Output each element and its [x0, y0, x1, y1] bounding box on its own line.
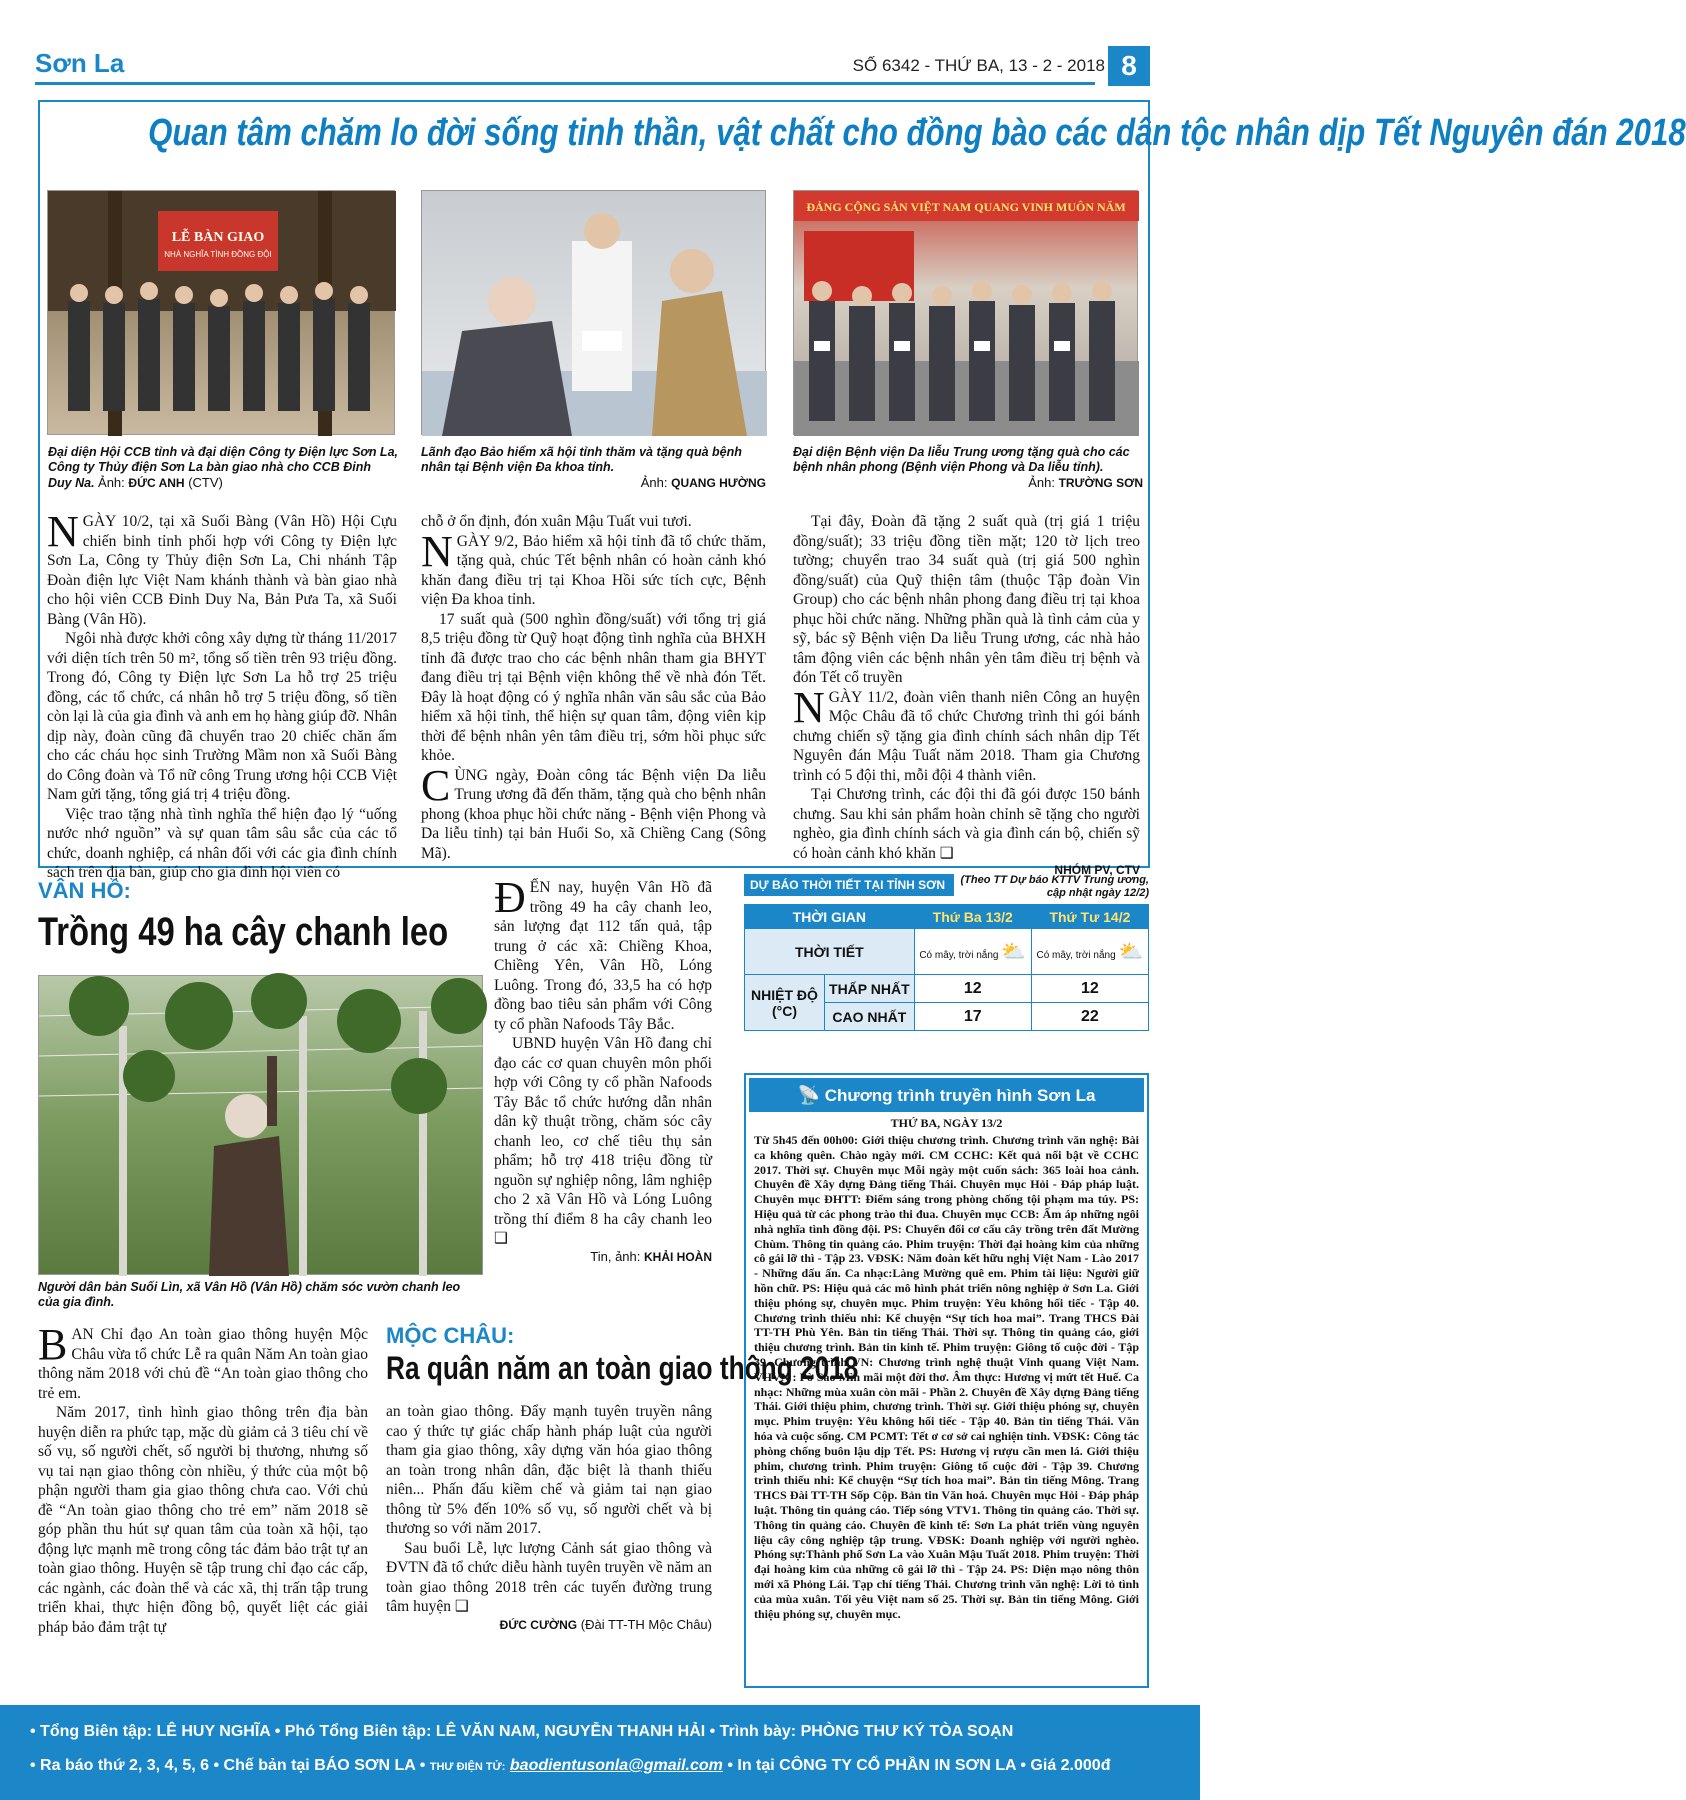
- vanho-headline: Trồng 49 ha cây chanh leo: [38, 910, 449, 954]
- weather-col-time: THỜI GIAN: [745, 905, 915, 929]
- dropcap: Đ: [494, 873, 526, 922]
- article-mocchau-part2: an toàn giao thông. Đẩy mạnh tuyên truyền nâng cao ý thức tự giác chấp hành pháp luật của người tham gia giao thông, xây dựng văn hóa giao thông an toàn trong nhân dân, đặc biệt là thanh thiếu niên... Phấn đấu kiềm chế và giảm tai nạn giao thông từ 5% đến 10% số vụ, số người chết và bị thương so với năm 2017. Sau buổi Lễ, lực lượng Cảnh sát giao thông và ĐVTN đã tổ chức diễu hành tuyên truyền về năm an toàn giao thông 2018 trên các tuyến đường trung tâm huyện ❑ ĐỨC CƯỜNG (Đài TT-TH Mộc Châu): [386, 1403, 712, 1632]
- tv-schedule-date: THỨ BA, NGÀY 13/2: [890, 1116, 1003, 1130]
- vanho-kicker: VÂN HỒ:: [38, 878, 131, 903]
- handover-banner-sub: NHÀ NGHĨA TÌNH ĐỒNG ĐỘI: [164, 250, 272, 259]
- byline: NHÓM PV, CTV: [1054, 863, 1140, 877]
- photo-passion-fruit: [38, 975, 483, 1275]
- article-vanho: ĐẾN nay, huyện Vân Hồ đã trồng 49 ha cây chanh leo, sản lượng đạt 112 tấn quả, tập trung ở các xã: Chiềng Khoa, Chiềng Yên, Vân Hồ, Lóng Luông. Trong đó, 33,5 ha có hợp đồng bao tiêu sản phẩm với Công ty cổ phần Nafoods Tây Bắc. UBND huyện Vân Hồ đang chỉ đạo các cơ quan chuyên môn phối hợp với Công ty cổ phần Nafoods Tây Bắc tổ chức hướng dẫn nhân dân kỹ thuật trồng, chăm sóc cây chanh leo, cơ chế tiêu thụ sản phẩm; hỗ trợ 418 triệu đồng từ nguồn sự nghiệp nông, lâm nghiệp cho 2 xã Vân Hồ và Lóng Luông trồng thí điểm 8 ha cây chanh leo ❑ Tin, ảnh: KHẢI HOÀN: [494, 873, 712, 1264]
- weather-low-day1: 12: [914, 975, 1031, 1003]
- party-banner: ĐẢNG CỘNG SẢN VIỆT NAM QUANG VINH MUÔN NĂM: [806, 200, 1126, 214]
- photo-caption-2: Lãnh đạo Bảo hiểm xã hội tỉnh thăm và tặng quà bệnh nhân tại Bệnh viện Đa khoa tỉnh. Ảnh: QUANG HƯỜNG: [421, 445, 766, 490]
- photo-leprosy-patients: [793, 190, 1138, 435]
- leprosy-patients-illustration: [794, 191, 1139, 436]
- tv-schedule-box: [744, 1073, 1149, 1688]
- mocchau-credit: ĐỨC CƯỜNG (Đài TT-TH Mộc Châu): [499, 1616, 712, 1632]
- weather-high-day2: 22: [1031, 1003, 1148, 1031]
- issue-line: SỐ 6342 - THỨ BA, 13 - 2 - 2018: [852, 56, 1105, 75]
- passion-fruit-illustration: [39, 976, 484, 1276]
- feature-headline: Quan tâm chăm lo đời sống tinh thần, vật chất cho đồng bào các dân tộc nhân dịp Tết Nguyên đán 2018: [148, 112, 1686, 154]
- weather-title: DỰ BÁO THỜI TIẾT TẠI TỈNH SƠN LA: [744, 874, 954, 896]
- hospital-visit-illustration: [422, 191, 767, 436]
- handover-banner: LỄ BÀN GIAO: [171, 230, 265, 245]
- tv-schedule-header: 📡 Chương trình truyền hình Sơn La: [749, 1078, 1144, 1112]
- article-bhxh-visit: chỗ ở ổn định, đón xuân Mậu Tuất vui tươi. NGÀY 9/2, Bảo hiểm xã hội tỉnh đã tổ chức thăm, tặng quà, chúc Tết bệnh nhân có hoàn cảnh khó khăn đang điều trị tại Khoa Hồi sức tích cực, Bệnh viện Đa khoa tỉnh. 17 suất quà (500 nghìn đồng/suất) với tổng trị giá 8,5 triệu đồng từ Quỹ hoạt động tình nghĩa của BHXH tỉnh đã được trao cho các bệnh nhân tham gia BHYT đang điều trị tại Bệnh viện không thể về nhà đón Tết. Đây là hoạt động có ý nghĩa nhân văn sâu sắc của Bảo hiểm xã hội tỉnh, thể hiện sự quan tâm, động viên kịp thời để bệnh nhân yên tâm điều trị, sớm hồi phục sức khỏe. CÙNG ngày, Đoàn công tác Bệnh viện Da liễu Trung ương đã đến thăm, tặng quà cho bệnh nhân phong (khoa phục hồi chức năng - Bệnh viện Phong và Da liễu tỉnh) tại bản Huổi So, xã Chiềng Cang (Sông Mã).: [421, 513, 766, 862]
- mocchau-kicker: MỘC CHÂU:: [386, 1323, 515, 1348]
- footer-staff: • Tổng Biên tập: LÊ HUY NGHĨA • Phó Tổng Biên tập: LÊ VĂN NAM, NGUYỄN THANH HẢI • Trình bày: PHÒNG THƯ KÝ TÒA SOẠN: [30, 1723, 1014, 1740]
- dropcap: N: [793, 682, 825, 732]
- vanho-credit: Tin, ảnh: KHẢI HOÀN: [590, 1248, 712, 1264]
- article-leprosy-police: Tại đây, Đoàn đã tặng 2 suất quà (trị giá 1 triệu đồng/suất); 33 triệu đồng tiền mặt; 120 tờ lịch treo tường; chuyển trao 34 suất quà (trị giá 500 nghìn đồng/suất) của Quỹ thiện tâm (thuộc Tập đoàn Vin Group) cho các bệnh nhân phong đang điều trị tại khoa phục hồi chức năng. Những phần quà là tình cảm của y sỹ, bác sỹ Bệnh viện Da liễu Trung ương, các nhà hảo tâm động viên các bệnh nhân yên tâm điều trị bệnh và đón Tết cổ truyền NGÀY 11/2, đoàn viên thanh niên Công an huyện Mộc Châu đã tổ chức Chương trình thi gói bánh chưng chiến sỹ tặng gia đình chính sách nhân dịp Tết Nguyên đán Mậu Tuất năm 2018. Tham gia Chương trình có 5 đội thi, mỗi đội 4 thành viên. Tại Chương trình, các đội thi đã gói được 150 bánh chưng. Sau khi sản phẩm hoàn chỉnh sẽ tặng cho người nghèo, gia đình chính sách và gia đình cán bộ, chiến sỹ có hoàn cảnh khó khăn ❑ NHÓM PV, CTV: [793, 513, 1140, 877]
- weather-day2: Thứ Tư 14/2: [1031, 905, 1148, 929]
- masthead-rule: [35, 82, 1095, 85]
- weather-table: [744, 904, 1149, 1031]
- weather-forecast: [744, 874, 1149, 1056]
- weather-low-label: THẤP NHẤT: [825, 975, 915, 1003]
- article-mocchau-part1: BAN Chỉ đạo An toàn giao thông huyện Mộc Châu vừa tổ chức Lễ ra quân Năm An toàn giao thông năm 2018 với chủ đề “An toàn giao thông cho trẻ em. Năm 2017, tình hình giao thông trên địa bàn huyện diễn ra phức tạp, mặc dù giảm cả 3 tiêu chí về số vụ, số người chết, số người bị thương, nhưng số vụ tai nạn giao thông còn nhiều, ý thức của một bộ phận người tham gia giao thông chưa cao. Với chủ đề “An toàn giao thông cho trẻ em” năm 2018 sẽ góp phần thu hút sự quan tâm của toàn xã hội, tạo động lực mạnh mẽ trong công tác đảm bảo trật tự an toàn giao thông. Huyện sẽ tập trung chỉ đạo các cấp, các ngành, các đoàn thể và các xã, thị trấn tập trung triển khai, thực hiện đồng bộ, quyết liệt các giải pháp bảo đảm trật tự: [38, 1320, 368, 1636]
- weather-day1: Thứ Ba 13/2: [914, 905, 1031, 929]
- weather-low-day2: 12: [1031, 975, 1148, 1003]
- vanho-caption: Người dân bản Suối Lìn, xã Vân Hồ (Vân Hồ) chăm sóc vườn chanh leo của gia đình.: [38, 1280, 461, 1309]
- sun-cloud-icon: ⛅: [1118, 941, 1144, 963]
- article-ccb-house: NGÀY 10/2, tại xã Suối Bàng (Vân Hồ) Hội Cựu chiến binh tỉnh phối hợp với Công ty Điện lực Sơn La, Công ty Thủy điện Sơn La, Chi nhánh Tập Đoàn điện lực Việt Nam khánh thành và bàn giao nhà cho hội viên CCB Đinh Duy Na, Bản Pưa Ta, xã Suối Bàng (Vân Hồ). Ngôi nhà được khởi công xây dựng từ tháng 11/2017 với diện tích trên 50 m², tổng số tiền trên 93 triệu đồng. Trong đó, Công ty Điện lực Sơn La hỗ trợ 25 triệu đồng, các tổ chức, cá nhân hỗ trợ 5 triệu đồng, số tiền còn lại là của gia đình và anh em họ hàng giúp đỡ. Nhân dịp này, đoàn cũng đã chuyển trao 20 chiếc chăn ấm cho các cháu học sinh Trường Mầm non xã Suối Bàng do Công đoàn và Tổ nữ công Trung ương hội CCB Việt Nam gửi tặng, tổng giá trị 4 triệu đồng. Việc trao tặng nhà tình nghĩa thể hiện đạo lý “uống nước nhớ nguồn” và sự quan tâm sâu sắc của các tổ chức, doanh nghiệp, cá nhân đối với các gia đình chính sách trên địa bàn, giúp cho gia đình hội viên có: [47, 507, 397, 881]
- photo-hospital-visit: [421, 190, 766, 435]
- weather-cond-day1: Có mây, trời nắng ⛅: [914, 929, 1031, 975]
- photo-credit-3: Ảnh: TRƯỜNG SƠN: [1028, 475, 1143, 490]
- photo-house-handover: [47, 190, 395, 435]
- dropcap: N: [47, 507, 79, 556]
- photo-credit-2: Ảnh: QUANG HƯỜNG: [640, 475, 766, 490]
- email-link[interactable]: baodientusonla@gmail.com: [509, 1757, 723, 1774]
- house-handover-illustration: [48, 191, 396, 436]
- weather-high-day1: 17: [914, 1003, 1031, 1031]
- tv-schedule-body: Từ 5h45 đến 00h00: Giới thiệu chương trình. Chương trình văn nghệ: Bài ca không quên. Chào ngày mới. CM CCHC: Kết quả nổi bật về CCHC 2017. Thời sự. Chuyên mục Mỗi ngày một cuốn sách: 365 loài hoa cảnh. Chuyên đề Xây dựng Đảng tiếng Thái. Chuyên mục Hỏi - Đáp pháp luật. Chuyên mục ĐHTT: Điểm sáng trong phòng chống tội phạm ma túy. PS: Hiệu quả từ các phong trào thi đua. Chuyên mục CCB: Ấm áp những ngôi nhà nghĩa tình đồng đội. PS: Chuyển đổi cơ cấu cây trồng trên đất Mường Chùm. Thông tin quảng cáo. Phim truyện: Thời đại hoàng kim của những cô gái lỡ thì - Tập 23. VĐSK: Năm đoàn kết hữu nghị Việt Nam - Lào 2017 - Những dấu ấn. Ca nhạc:Làng Mường quê em. Phim tài liệu: Người giữ hồn chữ. PS: Hiệu quả các mô hình phát triển nông nghiệp ở Sơn La. Giới thiệu phóng sự, chuyên mục. Phim truyện: Yêu không hối tiếc - Tập 40. Chương trình thiếu nhi: Kể chuyện “Sự tích hoa mai”. Trang THCS Đài TT-TH Phù Yên. Bản tin tiếng Thái. Thời sự. Thông tin quảng cáo, giới thiệu chương trình. Bản tin kinh tế. Phim truyện: Giông tố cuộc đời - Tập 39. Chương trình VN: Chương trình nghệ thuật Vinh quang Việt Nam. VHVN : Pờ Sảo Mìn mãi một đời thơ. Âm thực: Hương vị mứt tết Huế. Ca nhạc: Những mùa xuân còn mãi - Phần 2. Chuyên đề Xây dựng Đảng tiếng Thái. Giới thiệu phim, chương trình. Thời sự. Giới thiệu phóng sự, chuyên mục. Phim truyện: Yêu không hối tiếc - Tập 40. Bản tin tiếng Thái. Văn hóa và cuộc sống. CM PCMT: Tết ơ cơ sở cai nghiện tỉnh. VĐSK: Công tác phòng chống buôn lậu dịp Tết. PS: Hương vị rượu cần men lá. Giới thiệu phim, chương trình. Phim truyện: Giông tố cuộc đời - Tập 39. Chương trình thiếu nhi: Kể chuyện “Sự tích hoa mai”. Bản tin tiếng Mông. Trang THCS Đài TT-TH Sốp Cộp. Bản tin Văn hoá. Chuyên mục Hỏi - Đáp pháp luật. Thông tin quảng cáo. Tiếp sóng VTV1. Thông tin quảng cáo. Thời sự. Thông tin quảng cáo. Chuyên đề kinh tế: Sơn La phát triển vùng nguyên liệu cây công nghiệp tập trung. VĐSK: Doanh nghiệp với người nghèo. Phóng sự:Thành phố Sơn La vào Xuân Mậu Tuất 2018. Phim truyện: Thời đại hoàng kim của những cô gái lỡ thì - Tập 24. PS: Diện mạo nông thôn mới xã Phỏng Lái. Tạp chí tiếng Thái. Chương trình văn nghệ: Lời tỏ tình của mùa xuân. Tối yêu Việt nam số 25. Thời sự. Bản tin tiếng Mông. Giới thiệu phóng sự, chuyên mục.: [754, 1133, 1139, 1621]
- footer: [0, 1705, 1200, 1800]
- weather-high-label: CAO NHẤT: [825, 1003, 915, 1031]
- photo-caption-3: Đại diện Bệnh viện Da liễu Trung ương tặng quà cho các bệnh nhân phong (Bệnh viện Phong và Da liễu tỉnh). Ảnh: TRƯỜNG SƠN: [793, 445, 1143, 490]
- weather-source: (Theo TT Dự báo KTTV Trung ương, cập nhật ngày 12/2): [960, 874, 1149, 899]
- dropcap: B: [38, 1320, 68, 1369]
- weather-row-label: THỜI TIẾT: [745, 929, 915, 975]
- weather-temp-label: NHIỆT ĐỘ (°C): [745, 975, 825, 1031]
- dropcap: C: [421, 760, 451, 810]
- footer-publication: • Ra báo thứ 2, 3, 4, 5, 6 • Chế bản tại BÁO SƠN LA • THƯ ĐIỆN TỬ: baodientusonla@gmail.com • In tại CÔNG TY CỔ PHẦN IN SƠN LA • Giá 2.000đ: [30, 1757, 1111, 1774]
- mocchau-headline: Ra quân năm an toàn giao thông 2018: [386, 1350, 859, 1386]
- photo-credit-1: Ảnh: ĐỨC ANH (CTV): [98, 475, 223, 490]
- weather-cond-day2: Có mây, trời nắng ⛅: [1031, 929, 1148, 975]
- sun-cloud-icon: ⛅: [1001, 941, 1027, 963]
- dropcap: N: [421, 526, 453, 576]
- section-name: Sơn La: [35, 48, 125, 78]
- page-number: 8: [1108, 46, 1150, 86]
- broadcast-tower-icon: 📡: [797, 1085, 820, 1105]
- photo-caption-1: Đại diện Hội CCB tỉnh và đại diện Công ty Điện lực Sơn La, Công ty Thủy điện Sơn La bàn giao nhà cho CCB Đinh Duy Na. Ảnh: ĐỨC ANH (CTV): [48, 445, 398, 490]
